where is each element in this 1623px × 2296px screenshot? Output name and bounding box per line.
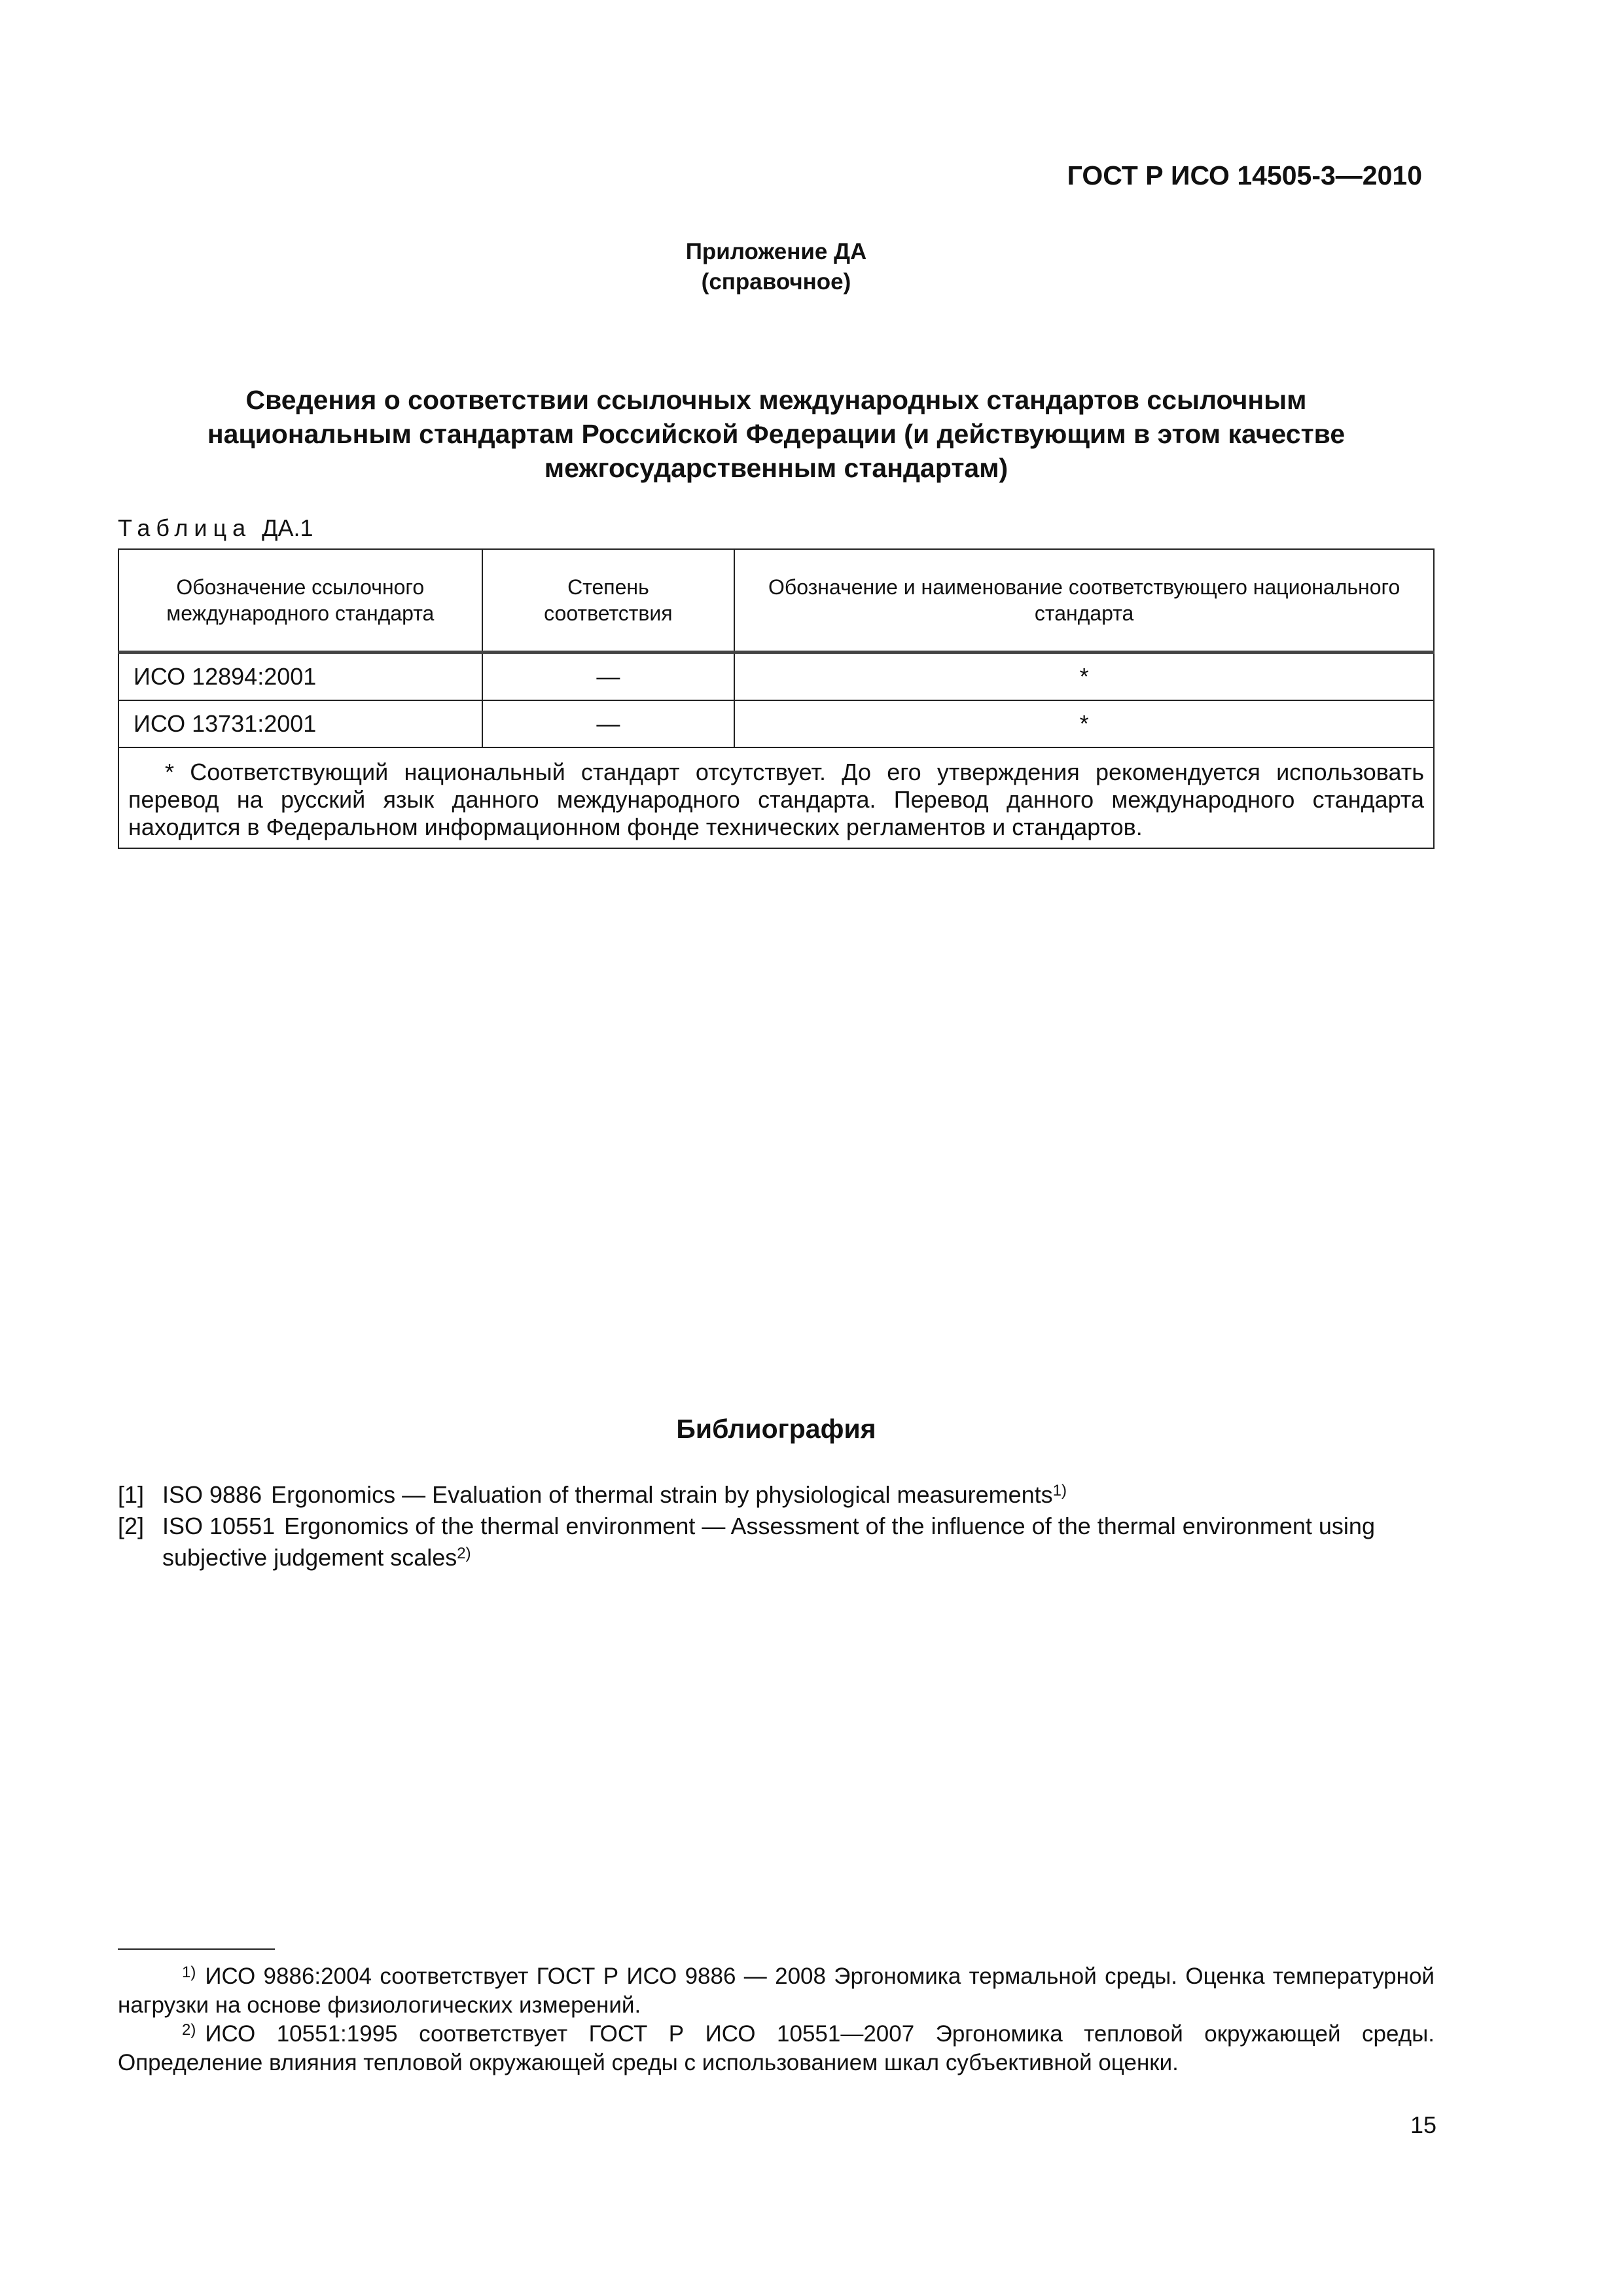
table-caption-word: Таблица (118, 514, 252, 541)
bibliography-title: Библиография (676, 1414, 876, 1444)
table-header-row (118, 549, 1434, 653)
bibliography-item (118, 1479, 1435, 1511)
footnote (118, 2020, 1435, 2077)
footnote-text: ИСО 10551:1995 соответствует ГОСТ Р ИСО 10551—2007 Эргономика тепловой окружающей среды. Определение влияния тепловой окружающей среды с использованием шкал субъективной оценки. (118, 2021, 1435, 2075)
footnote-ref: 1) (1052, 1482, 1067, 1499)
cell-national: * (734, 700, 1434, 747)
correspondence-table (118, 548, 1435, 849)
header-national: Обозначение и наименование соответствующего национального стандарта (734, 549, 1434, 653)
cell-reference: ИСО 12894:2001 (118, 653, 482, 701)
header-reference: Обозначение ссылочного международного стандарта (118, 549, 482, 653)
bibliography-code: ISO 9886 (162, 1481, 262, 1508)
note-marker: * (164, 759, 174, 785)
footnote-text: ИСО 9886:2004 соответствует ГОСТ Р ИСО 9886 — 2008 Эргономика термальной среды. Оценка температурной нагрузки на основе физиологических измерений. (118, 1964, 1435, 2018)
footnote (118, 1962, 1435, 2020)
bibliography-title-text: Ergonomics of the thermal environment — Assessment of the influence of the thermal environment using subjective judgement scales (162, 1513, 1375, 1571)
bibliography-number: [2] (118, 1513, 145, 1539)
footnote-marker: 2) (182, 2021, 196, 2039)
bibliography-item (118, 1511, 1435, 1573)
main-title-line: межгосударственным стандартам) (544, 453, 1008, 483)
main-title-line: национальным стандартам Российской Федерации (и действующим в этом качестве (207, 419, 1346, 449)
bibliography-title-text: Ergonomics — Evaluation of thermal strain by physiological measurements (271, 1481, 1053, 1508)
header-degree: Степень соответствия (482, 549, 735, 653)
page-number: 15 (1410, 2111, 1436, 2138)
annex-heading (0, 237, 1552, 297)
cell-degree: — (482, 700, 735, 747)
cell-reference: ИСО 13731:2001 (118, 700, 482, 747)
table-caption-number: ДА.1 (262, 514, 313, 541)
table-note (118, 747, 1434, 848)
table-row (118, 700, 1434, 747)
bibliography-number: [1] (118, 1481, 145, 1508)
main-title (118, 383, 1435, 485)
bibliography-code: ISO 10551 (162, 1513, 276, 1539)
annex-status: (справочное) (701, 269, 851, 295)
cell-national: * (734, 653, 1434, 701)
footnotes (118, 1962, 1435, 2077)
footnote-separator (118, 1948, 275, 1950)
main-title-line: Сведения о соответствии ссылочных международных стандартов ссылочным (245, 385, 1307, 415)
footnote-marker: 1) (182, 1964, 196, 1981)
cell-degree: — (482, 653, 735, 701)
document-id: ГОСТ Р ИСО 14505-3—2010 (1067, 160, 1422, 190)
table-row (118, 653, 1434, 701)
footnote-ref: 2) (457, 1545, 471, 1562)
annex-title: Приложение ДА (685, 239, 867, 264)
table-note-row (118, 747, 1434, 848)
bibliography-list (118, 1479, 1435, 1573)
table-caption (118, 514, 313, 542)
note-text: Соответствующий национальный стандарт отсутствует. До его утверждения рекомендуется использовать перевод на русский язык данного международного стандарта. Перевод данного международного стандарта находится в Федеральном информационном фонде технических регламентов и стандартов. (128, 759, 1424, 840)
